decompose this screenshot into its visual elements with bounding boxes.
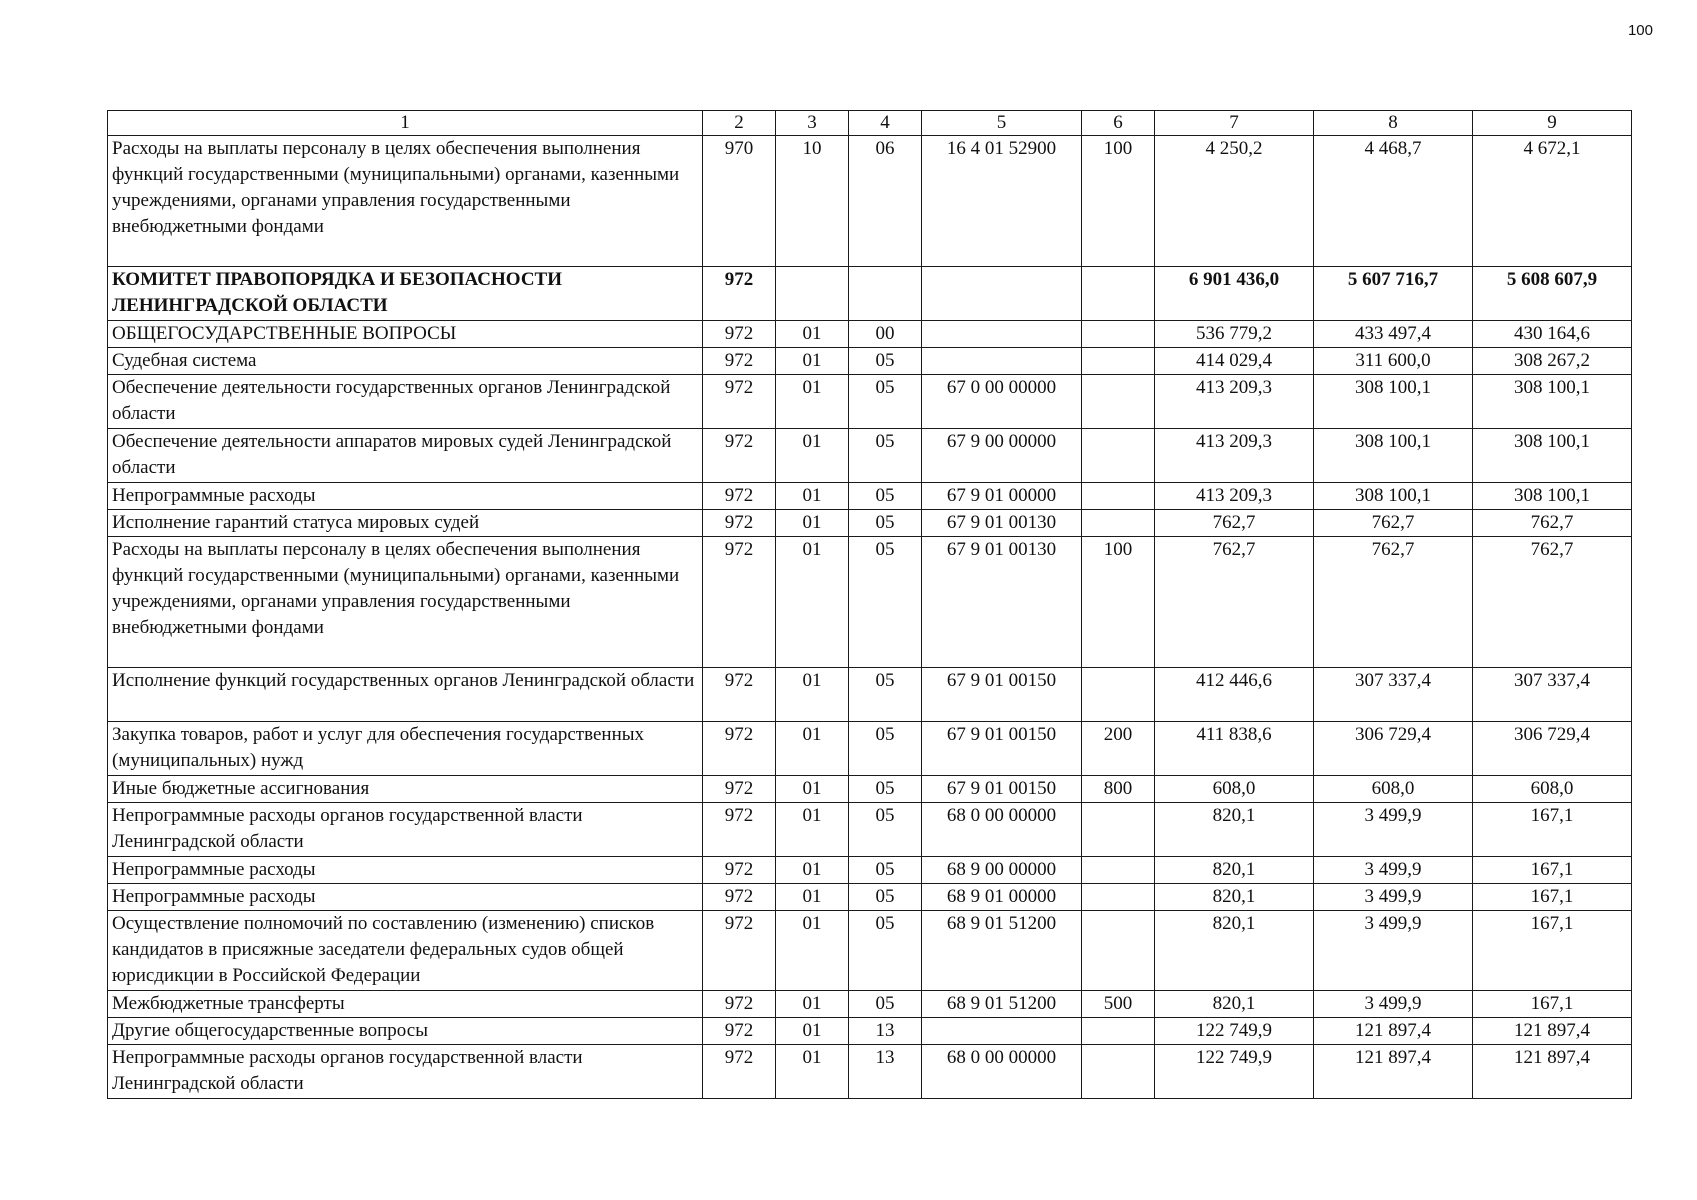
amount-col-7: 820,1: [1155, 803, 1314, 857]
expense-type: [1082, 510, 1155, 537]
amount-col-8: 308 100,1: [1314, 429, 1473, 483]
subsection-code: 13: [849, 1018, 922, 1045]
expense-type: [1082, 668, 1155, 722]
section-code: [776, 267, 849, 321]
row-name: Непрограммные расходы органов государственной власти Ленинградской области: [108, 1045, 703, 1099]
expense-type: [1082, 857, 1155, 884]
amount-col-9: 167,1: [1473, 857, 1632, 884]
header-cell: 8: [1314, 111, 1473, 136]
row-name: Расходы на выплаты персоналу в целях обеспечения выполнения функций государственными (муниципальными) органами, казенными учреждениями, органами управления государственными внебюджетными фондами: [108, 136, 703, 267]
section-code: 01: [776, 348, 849, 375]
table-row: [108, 537, 1632, 668]
header-cell: 3: [776, 111, 849, 136]
subsection-code: 05: [849, 668, 922, 722]
amount-col-7: 6 901 436,0: [1155, 267, 1314, 321]
ministry-code: 972: [703, 857, 776, 884]
header-cell: 2: [703, 111, 776, 136]
row-name: КОМИТЕТ ПРАВОПОРЯДКА И БЕЗОПАСНОСТИ ЛЕНИНГРАДСКОЙ ОБЛАСТИ: [108, 267, 703, 321]
section-code: 01: [776, 1045, 849, 1099]
ministry-code: 972: [703, 483, 776, 510]
subsection-code: 05: [849, 857, 922, 884]
ministry-code: 972: [703, 321, 776, 348]
ministry-code: 972: [703, 429, 776, 483]
expense-type: [1082, 321, 1155, 348]
section-code: 01: [776, 884, 849, 911]
section-code: 01: [776, 991, 849, 1018]
budget-table: [107, 110, 1632, 1099]
table-row: [108, 911, 1632, 991]
header-cell: 6: [1082, 111, 1155, 136]
ministry-code: 972: [703, 776, 776, 803]
table-row: [108, 267, 1632, 321]
ministry-code: 972: [703, 722, 776, 776]
target-article: 67 0 00 00000: [922, 375, 1082, 429]
amount-col-7: 820,1: [1155, 857, 1314, 884]
header-cell: 4: [849, 111, 922, 136]
expense-type: [1082, 911, 1155, 991]
row-name: Судебная система: [108, 348, 703, 375]
amount-col-7: 413 209,3: [1155, 429, 1314, 483]
target-article: 68 9 01 51200: [922, 911, 1082, 991]
amount-col-7: 762,7: [1155, 537, 1314, 668]
target-article: 16 4 01 52900: [922, 136, 1082, 267]
subsection-code: 05: [849, 348, 922, 375]
target-article: [922, 1018, 1082, 1045]
subsection-code: 05: [849, 483, 922, 510]
subsection-code: 13: [849, 1045, 922, 1099]
row-name: Исполнение функций государственных органов Ленинградской области: [108, 668, 703, 722]
subsection-code: 05: [849, 375, 922, 429]
table-row: [108, 1045, 1632, 1099]
row-name: Непрограммные расходы: [108, 857, 703, 884]
table-row: [108, 991, 1632, 1018]
subsection-code: 05: [849, 884, 922, 911]
table-row: [108, 884, 1632, 911]
target-article: 68 9 01 00000: [922, 884, 1082, 911]
expense-type: [1082, 267, 1155, 321]
expense-type: [1082, 1018, 1155, 1045]
header-cell: 9: [1473, 111, 1632, 136]
amount-col-8: 433 497,4: [1314, 321, 1473, 348]
row-name: Непрограммные расходы: [108, 483, 703, 510]
section-code: 10: [776, 136, 849, 267]
subsection-code: 05: [849, 776, 922, 803]
amount-col-9: 762,7: [1473, 537, 1632, 668]
ministry-code: 972: [703, 1045, 776, 1099]
row-name: Осуществление полномочий по составлению (изменению) списков кандидатов в присяжные заседатели федеральных судов общей юрисдикции в Российской Федерации: [108, 911, 703, 991]
section-code: 01: [776, 483, 849, 510]
target-article: 67 9 01 00130: [922, 537, 1082, 668]
header-cell: 7: [1155, 111, 1314, 136]
header-cell: 1: [108, 111, 703, 136]
amount-col-9: 167,1: [1473, 911, 1632, 991]
amount-col-8: 121 897,4: [1314, 1018, 1473, 1045]
row-name: Обеспечение деятельности аппаратов мировых судей Ленинградской области: [108, 429, 703, 483]
amount-col-7: 413 209,3: [1155, 375, 1314, 429]
header-row: [108, 111, 1632, 136]
amount-col-9: 306 729,4: [1473, 722, 1632, 776]
target-article: 68 0 00 00000: [922, 1045, 1082, 1099]
section-code: 01: [776, 776, 849, 803]
amount-col-7: 536 779,2: [1155, 321, 1314, 348]
subsection-code: 00: [849, 321, 922, 348]
target-article: 68 9 00 00000: [922, 857, 1082, 884]
table-row: [108, 668, 1632, 722]
amount-col-7: 820,1: [1155, 991, 1314, 1018]
amount-col-7: 412 446,6: [1155, 668, 1314, 722]
row-name: Расходы на выплаты персоналу в целях обеспечения выполнения функций государственными (муниципальными) органами, казенными учреждениями, органами управления государственными внебюджетными фондами: [108, 537, 703, 668]
row-name: Непрограммные расходы: [108, 884, 703, 911]
subsection-code: 05: [849, 429, 922, 483]
table-row: [108, 857, 1632, 884]
amount-col-8: 3 499,9: [1314, 884, 1473, 911]
section-code: 01: [776, 722, 849, 776]
amount-col-9: 762,7: [1473, 510, 1632, 537]
target-article: [922, 321, 1082, 348]
row-name: Другие общегосударственные вопросы: [108, 1018, 703, 1045]
ministry-code: 972: [703, 668, 776, 722]
amount-col-7: 413 209,3: [1155, 483, 1314, 510]
amount-col-7: 4 250,2: [1155, 136, 1314, 267]
expense-type: [1082, 803, 1155, 857]
amount-col-8: 307 337,4: [1314, 668, 1473, 722]
row-name: Обеспечение деятельности государственных органов Ленинградской области: [108, 375, 703, 429]
amount-col-9: 608,0: [1473, 776, 1632, 803]
ministry-code: 972: [703, 884, 776, 911]
target-article: 67 9 01 00150: [922, 668, 1082, 722]
target-article: 67 9 00 00000: [922, 429, 1082, 483]
amount-col-7: 608,0: [1155, 776, 1314, 803]
subsection-code: 05: [849, 991, 922, 1018]
amount-col-9: 167,1: [1473, 803, 1632, 857]
amount-col-9: 308 100,1: [1473, 483, 1632, 510]
ministry-code: 972: [703, 348, 776, 375]
target-article: [922, 267, 1082, 321]
table-row: [108, 510, 1632, 537]
row-name: Исполнение гарантий статуса мировых судей: [108, 510, 703, 537]
ministry-code: 972: [703, 375, 776, 429]
section-code: 01: [776, 857, 849, 884]
subsection-code: 06: [849, 136, 922, 267]
amount-col-8: 308 100,1: [1314, 483, 1473, 510]
section-code: 01: [776, 668, 849, 722]
expense-type: 200: [1082, 722, 1155, 776]
row-name: ОБЩЕГОСУДАРСТВЕННЫЕ ВОПРОСЫ: [108, 321, 703, 348]
table-row: [108, 722, 1632, 776]
expense-type: [1082, 348, 1155, 375]
expense-type: [1082, 1045, 1155, 1099]
amount-col-8: 4 468,7: [1314, 136, 1473, 267]
amount-col-9: 167,1: [1473, 991, 1632, 1018]
subsection-code: 05: [849, 722, 922, 776]
amount-col-9: 5 608 607,9: [1473, 267, 1632, 321]
row-name: Закупка товаров, работ и услуг для обеспечения государственных (муниципальных) нужд: [108, 722, 703, 776]
ministry-code: 972: [703, 1018, 776, 1045]
table-row: [108, 803, 1632, 857]
ministry-code: 972: [703, 267, 776, 321]
amount-col-7: 122 749,9: [1155, 1045, 1314, 1099]
amount-col-7: 414 029,4: [1155, 348, 1314, 375]
amount-col-8: 762,7: [1314, 510, 1473, 537]
target-article: 67 9 01 00150: [922, 722, 1082, 776]
expense-type: 500: [1082, 991, 1155, 1018]
amount-col-9: 121 897,4: [1473, 1045, 1632, 1099]
amount-col-8: 3 499,9: [1314, 857, 1473, 884]
row-name: Иные бюджетные ассигнования: [108, 776, 703, 803]
amount-col-8: 3 499,9: [1314, 803, 1473, 857]
amount-col-9: 308 100,1: [1473, 429, 1632, 483]
table-row: [108, 429, 1632, 483]
expense-type: 800: [1082, 776, 1155, 803]
table-row: [108, 136, 1632, 267]
amount-col-8: 608,0: [1314, 776, 1473, 803]
expense-type: [1082, 483, 1155, 510]
ministry-code: 972: [703, 991, 776, 1018]
subsection-code: [849, 267, 922, 321]
table-row: [108, 321, 1632, 348]
amount-col-9: 308 100,1: [1473, 375, 1632, 429]
table-row: [108, 1018, 1632, 1045]
subsection-code: 05: [849, 803, 922, 857]
amount-col-8: 306 729,4: [1314, 722, 1473, 776]
table-row: [108, 483, 1632, 510]
amount-col-7: 820,1: [1155, 884, 1314, 911]
table-row: [108, 375, 1632, 429]
expense-type: [1082, 429, 1155, 483]
expense-type: [1082, 884, 1155, 911]
target-article: 67 9 01 00000: [922, 483, 1082, 510]
section-code: 01: [776, 537, 849, 668]
target-article: 68 9 01 51200: [922, 991, 1082, 1018]
amount-col-9: 308 267,2: [1473, 348, 1632, 375]
subsection-code: 05: [849, 911, 922, 991]
section-code: 01: [776, 510, 849, 537]
amount-col-7: 762,7: [1155, 510, 1314, 537]
amount-col-8: 3 499,9: [1314, 991, 1473, 1018]
amount-col-7: 820,1: [1155, 911, 1314, 991]
table-row: [108, 348, 1632, 375]
target-article: 68 0 00 00000: [922, 803, 1082, 857]
amount-col-9: 307 337,4: [1473, 668, 1632, 722]
target-article: 67 9 01 00150: [922, 776, 1082, 803]
subsection-code: 05: [849, 510, 922, 537]
header-cell: 5: [922, 111, 1082, 136]
subsection-code: 05: [849, 537, 922, 668]
section-code: 01: [776, 803, 849, 857]
target-article: [922, 348, 1082, 375]
section-code: 01: [776, 429, 849, 483]
table-row: [108, 776, 1632, 803]
ministry-code: 972: [703, 510, 776, 537]
amount-col-9: 4 672,1: [1473, 136, 1632, 267]
expense-type: 100: [1082, 136, 1155, 267]
amount-col-8: 5 607 716,7: [1314, 267, 1473, 321]
amount-col-8: 3 499,9: [1314, 911, 1473, 991]
amount-col-8: 308 100,1: [1314, 375, 1473, 429]
section-code: 01: [776, 375, 849, 429]
amount-col-9: 121 897,4: [1473, 1018, 1632, 1045]
expense-type: [1082, 375, 1155, 429]
amount-col-7: 411 838,6: [1155, 722, 1314, 776]
ministry-code: 972: [703, 911, 776, 991]
amount-col-9: 430 164,6: [1473, 321, 1632, 348]
ministry-code: 972: [703, 537, 776, 668]
page-number: 100: [1627, 22, 1653, 39]
amount-col-8: 762,7: [1314, 537, 1473, 668]
target-article: 67 9 01 00130: [922, 510, 1082, 537]
section-code: 01: [776, 911, 849, 991]
section-code: 01: [776, 1018, 849, 1045]
row-name: Непрограммные расходы органов государственной власти Ленинградской области: [108, 803, 703, 857]
amount-col-8: 311 600,0: [1314, 348, 1473, 375]
amount-col-8: 121 897,4: [1314, 1045, 1473, 1099]
expense-type: 100: [1082, 537, 1155, 668]
ministry-code: 970: [703, 136, 776, 267]
amount-col-9: 167,1: [1473, 884, 1632, 911]
amount-col-7: 122 749,9: [1155, 1018, 1314, 1045]
ministry-code: 972: [703, 803, 776, 857]
row-name: Межбюджетные трансферты: [108, 991, 703, 1018]
section-code: 01: [776, 321, 849, 348]
table-body: [108, 136, 1632, 1099]
